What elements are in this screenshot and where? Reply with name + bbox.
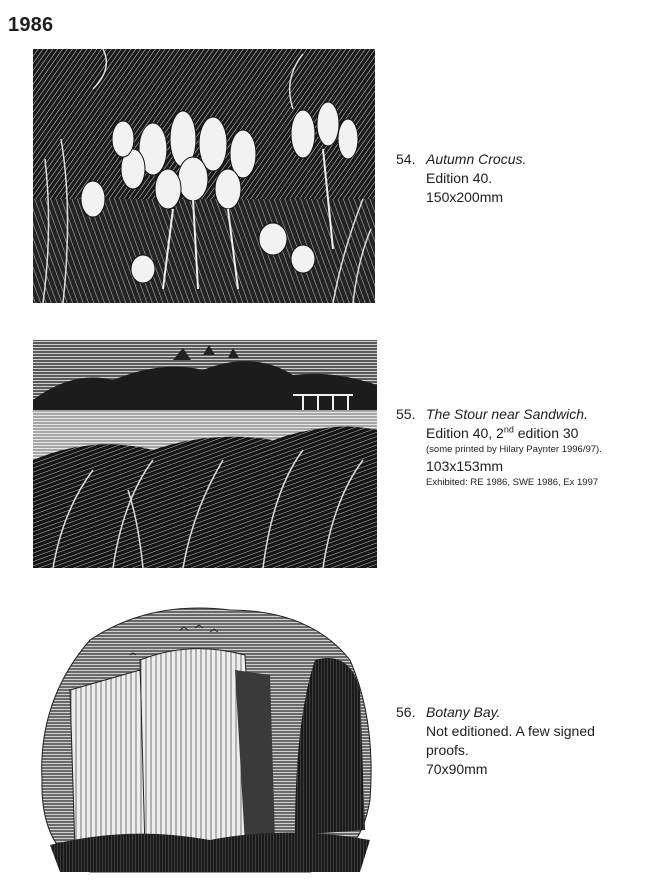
- entry-size: 150x200mm: [426, 189, 504, 205]
- entry-number: 56.: [396, 704, 416, 720]
- entry-edition-suffix: edition 30: [513, 425, 579, 441]
- catalogue-entry-56: [396, 703, 595, 779]
- entry-note: (some printed by Hilary Paynter 1996/97).: [426, 444, 602, 455]
- engraving-stour-near-sandwich: [33, 340, 377, 568]
- entry-title: Botany Bay.: [426, 704, 501, 720]
- catalogue-entry-54: [396, 150, 526, 207]
- entry-title: The Stour near Sandwich.: [426, 406, 588, 422]
- engraving-autumn-crocus: [33, 49, 375, 303]
- entry-edition-line2: proofs.: [426, 742, 469, 758]
- entry-edition-prefix: Edition 40, 2: [426, 425, 504, 441]
- entry-size: 70x90mm: [426, 761, 488, 777]
- year-heading: 1986: [8, 14, 54, 36]
- engraving-botany-bay: [30, 600, 376, 880]
- entry-edition: Edition 40.: [426, 170, 493, 186]
- entry-edition: [396, 424, 602, 443]
- entry-edition-ordinal: nd: [503, 424, 514, 435]
- entry-edition-line1: Not editioned. A few signed: [426, 723, 595, 739]
- catalogue-entry-55: [396, 405, 602, 490]
- entry-number: 54.: [396, 151, 416, 167]
- entry-size: 103x153mm: [426, 458, 504, 474]
- entry-exhibited: Exhibited: RE 1986, SWE 1986, Ex 1997: [426, 477, 599, 488]
- entry-number: 55.: [396, 406, 416, 422]
- entry-title: Autumn Crocus.: [426, 151, 527, 167]
